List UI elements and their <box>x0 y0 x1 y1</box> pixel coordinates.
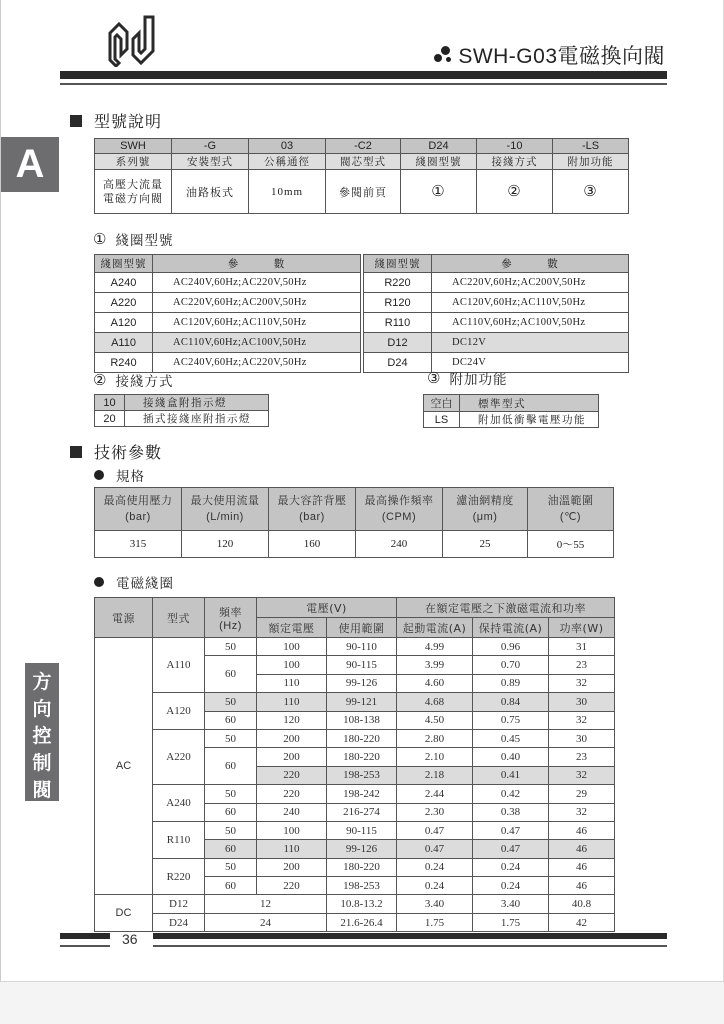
coil-row <box>95 333 361 353</box>
frequency-value: 50 <box>205 729 257 747</box>
category-char: 閥 <box>32 779 52 801</box>
spec-value: 25 <box>443 531 528 558</box>
holding-current: 0.41 <box>473 766 549 784</box>
label-cell: 附加功能 <box>553 154 629 170</box>
col-header-power-watts: 功率(W) <box>549 618 615 638</box>
circled-number: ① <box>93 230 108 248</box>
col-header-param: 參 數 <box>153 255 361 273</box>
coil-elec-row <box>95 858 615 876</box>
inrush-current: 4.60 <box>397 674 473 692</box>
extra-code: 空白 <box>424 395 460 412</box>
square-bullet-icon <box>70 115 82 127</box>
spec-header-name: 最高使用壓力 <box>103 494 173 507</box>
voltage-range: 198-253 <box>327 766 397 784</box>
holding-current: 0.84 <box>473 693 549 711</box>
power-watts: 40.8 <box>549 895 615 913</box>
rated-voltage: 110 <box>257 674 327 692</box>
coil-code: A240 <box>95 273 153 293</box>
spec-header <box>95 488 182 531</box>
value-cell <box>95 170 172 214</box>
holding-current: 0.75 <box>473 711 549 729</box>
coil-param: AC240V,60Hz;AC220V,50Hz <box>153 353 361 373</box>
round-bullet-icon <box>94 470 104 480</box>
spec-header-name: 最高操作頻率 <box>364 494 434 507</box>
coil-type: D12 <box>153 895 205 913</box>
coil-section-heading <box>93 229 173 249</box>
frequency-value: 60 <box>205 711 257 729</box>
coil-section-title: 綫圈型號 <box>115 233 174 249</box>
holding-current: 0.24 <box>473 858 549 876</box>
voltage-range: 198-253 <box>327 877 397 895</box>
spec-header <box>443 488 528 531</box>
col-header-voltage: 電壓(V) <box>257 598 397 618</box>
inrush-current: 0.47 <box>397 840 473 858</box>
model-code-row <box>95 139 629 154</box>
frequency-value: 60 <box>205 840 257 858</box>
extra-function-table <box>423 394 599 428</box>
coil-type: D24 <box>153 913 205 931</box>
voltage-range: 180-220 <box>327 748 397 766</box>
voltage-range: 90-115 <box>327 821 397 839</box>
table-row <box>95 411 269 427</box>
spec-value: 315 <box>95 531 182 558</box>
spec-header-unit: (bar) <box>125 511 151 523</box>
frequency-unit: (Hz) <box>219 619 242 632</box>
coil-elec-row <box>95 693 615 711</box>
col-header-holding-current: 保持電流(A) <box>473 618 549 638</box>
voltage-range: 90-110 <box>327 638 397 656</box>
company-logo-icon <box>107 15 157 67</box>
coil-table-left <box>94 254 361 373</box>
tech-section-heading <box>70 440 162 463</box>
wiring-section-title: 接綫方式 <box>115 374 174 390</box>
round-bullet-icon <box>94 577 104 587</box>
extra-section-title: 附加功能 <box>449 372 508 388</box>
col-header-inrush-current: 起動電流(A) <box>397 618 473 638</box>
frequency-value: 50 <box>205 693 257 711</box>
value-cell: 參閱前頁 <box>326 170 401 214</box>
label-cell: 公稱通徑 <box>249 154 326 170</box>
frequency-value: 50 <box>205 858 257 876</box>
spec-header-name: 濾油網精度 <box>456 494 514 507</box>
spec-value: 160 <box>269 531 356 558</box>
coil-type: A220 <box>153 729 205 784</box>
power-watts: 46 <box>549 858 615 876</box>
coil-param: DC12V <box>432 333 629 353</box>
col-header-param: 參 數 <box>432 255 629 273</box>
power-watts: 30 <box>549 729 615 747</box>
code-cell: SWH <box>95 139 172 154</box>
code-cell: D24 <box>401 139 477 154</box>
power-watts: 32 <box>549 803 615 821</box>
power-watts: 32 <box>549 766 615 784</box>
wiring-section-heading <box>93 370 173 390</box>
holding-current: 0.45 <box>473 729 549 747</box>
label-cell: 安裝型式 <box>172 154 249 170</box>
voltage-range: 108-138 <box>327 711 397 729</box>
circled-number: ② <box>93 371 108 389</box>
coil-elec-title: 電磁綫圈 <box>116 576 174 592</box>
coil-param: AC110V,60Hz;AC100V,50Hz <box>432 313 629 333</box>
extra-desc: 附加低衝擊電壓功能 <box>460 412 599 428</box>
voltage-range: 198-242 <box>327 785 397 803</box>
code-cell: -G <box>172 139 249 154</box>
voltage-range: 216-274 <box>327 803 397 821</box>
spec-title: 規格 <box>116 469 145 485</box>
coil-table-right <box>363 254 629 373</box>
value-line: 電磁方向閥 <box>103 192 163 205</box>
coil-param: AC240V,60Hz;AC220V,50Hz <box>153 273 361 293</box>
rated-voltage: 220 <box>257 785 327 803</box>
wiring-desc: 接綫盒附指示燈 <box>125 395 269 411</box>
col-header-rated-voltage: 額定電壓 <box>257 618 327 638</box>
holding-current: 0.24 <box>473 877 549 895</box>
header-rule-thick <box>60 71 667 79</box>
rated-voltage: 240 <box>257 803 327 821</box>
frequency-value: 50 <box>205 638 257 656</box>
inrush-current: 0.24 <box>397 858 473 876</box>
power-source-ac: AC <box>95 638 153 895</box>
wiring-code: 20 <box>95 411 125 427</box>
model-section-title: 型號說明 <box>94 112 163 131</box>
coil-param: AC120V,60Hz;AC110V,50Hz <box>153 313 361 333</box>
rated-voltage: 12 <box>205 895 327 913</box>
holding-current: 0.89 <box>473 674 549 692</box>
spec-header <box>528 488 614 531</box>
value-line: 高壓大流量 <box>103 178 163 191</box>
holding-current: 0.47 <box>473 821 549 839</box>
coil-param: AC120V,60Hz;AC110V,50Hz <box>432 293 629 313</box>
holding-current: 0.70 <box>473 656 549 674</box>
inrush-current: 1.75 <box>397 913 473 931</box>
section-tab-a: A <box>1 137 59 192</box>
coil-type: A120 <box>153 693 205 730</box>
spec-header <box>182 488 269 531</box>
model-section-heading <box>70 109 162 132</box>
rated-voltage: 200 <box>257 748 327 766</box>
frequency-label: 頻率 <box>219 605 242 619</box>
voltage-range: 180-220 <box>327 858 397 876</box>
code-cell: 03 <box>249 139 326 154</box>
voltage-range: 99-126 <box>327 674 397 692</box>
spec-header-row <box>95 488 614 531</box>
power-source-dc: DC <box>95 895 153 932</box>
coil-param: AC220V,60Hz;AC200V,50Hz <box>153 293 361 313</box>
square-bullet-icon <box>70 446 82 458</box>
coil-type: R220 <box>153 858 205 895</box>
label-cell: 接綫方式 <box>477 154 553 170</box>
col-header-voltage-range: 使用範圍 <box>327 618 397 638</box>
voltage-range: 21.6-26.4 <box>327 913 397 931</box>
spec-header-name: 最大使用流量 <box>190 494 260 507</box>
coil-param: AC110V,60Hz;AC100V,50Hz <box>153 333 361 353</box>
voltage-range: 99-126 <box>327 840 397 858</box>
footer-rule-right-thin <box>153 945 667 947</box>
coil-code: A220 <box>95 293 153 313</box>
value-cell: 油路板式 <box>172 170 249 214</box>
coil-elec-row <box>95 913 615 931</box>
header-title <box>434 40 665 70</box>
code-cell: -10 <box>477 139 553 154</box>
rated-voltage: 100 <box>257 656 327 674</box>
inrush-current: 0.47 <box>397 821 473 839</box>
spec-header-unit: (bar) <box>299 511 325 523</box>
inrush-current: 4.99 <box>397 638 473 656</box>
extra-section-heading <box>427 368 507 388</box>
model-label-row <box>95 154 629 170</box>
coil-code: R110 <box>364 313 432 333</box>
code-cell: -LS <box>553 139 629 154</box>
category-char: 控 <box>32 725 52 747</box>
power-watts: 23 <box>549 748 615 766</box>
spec-header-name: 最大容許背壓 <box>277 494 347 507</box>
footer-rule-left-thin <box>60 945 110 947</box>
coil-type: R110 <box>153 821 205 858</box>
footer-rule-right-thick <box>153 933 667 939</box>
rated-voltage: 100 <box>257 638 327 656</box>
holding-current: 0.40 <box>473 748 549 766</box>
coil-code: R120 <box>364 293 432 313</box>
label-cell: 綫圈型號 <box>401 154 477 170</box>
coil-row <box>364 293 629 313</box>
spec-table <box>94 487 614 558</box>
holding-current: 0.42 <box>473 785 549 803</box>
inrush-current: 2.18 <box>397 766 473 784</box>
voltage-range: 180-220 <box>327 729 397 747</box>
coil-electrical-table <box>94 597 615 932</box>
spec-header-unit: (μm) <box>472 511 498 523</box>
coil-param: AC220V,60Hz;AC200V,50Hz <box>432 273 629 293</box>
frequency-value: 60 <box>205 877 257 895</box>
coil-code: R220 <box>364 273 432 293</box>
inrush-current: 0.24 <box>397 877 473 895</box>
page-number: 36 <box>122 931 138 947</box>
inrush-current: 2.30 <box>397 803 473 821</box>
spec-header-unit: (℃) <box>559 511 582 523</box>
power-watts: 46 <box>549 821 615 839</box>
rated-voltage: 200 <box>257 729 327 747</box>
power-watts: 30 <box>549 693 615 711</box>
footer-rule-left-thick <box>60 933 110 939</box>
spec-header-unit: (L/min) <box>206 511 244 523</box>
wiring-code: 10 <box>95 395 125 411</box>
tech-section-title: 技術參數 <box>94 443 163 462</box>
coil-elec-row <box>95 638 615 656</box>
spec-value: 120 <box>182 531 269 558</box>
coil-row <box>95 293 361 313</box>
value-cell: ③ <box>553 170 629 214</box>
coil-elec-row <box>95 729 615 747</box>
coil-code: D24 <box>364 353 432 373</box>
coil-row <box>364 333 629 353</box>
rated-voltage: 120 <box>257 711 327 729</box>
product-title: SWH-G03電磁換向閥 <box>458 45 665 68</box>
model-value-row <box>95 170 629 214</box>
label-cell: 閥芯型式 <box>326 154 401 170</box>
spec-value: 240 <box>356 531 443 558</box>
rated-voltage: 24 <box>205 913 327 931</box>
model-code-table <box>94 138 629 214</box>
table-row <box>424 395 599 412</box>
voltage-range: 10.8-13.2 <box>327 895 397 913</box>
code-cell: -C2 <box>326 139 401 154</box>
coil-code: D12 <box>364 333 432 353</box>
frequency-value: 60 <box>205 656 257 693</box>
frequency-value: 60 <box>205 748 257 785</box>
coil-type: A240 <box>153 785 205 822</box>
spec-header <box>269 488 356 531</box>
col-header-code: 綫圈型號 <box>95 255 153 273</box>
wiring-table <box>94 394 269 427</box>
power-watts: 23 <box>549 656 615 674</box>
frequency-value: 60 <box>205 803 257 821</box>
power-watts: 42 <box>549 913 615 931</box>
coil-code: A110 <box>95 333 153 353</box>
category-tab <box>25 663 59 801</box>
rated-voltage: 200 <box>257 858 327 876</box>
coil-code: A120 <box>95 313 153 333</box>
category-char: 向 <box>32 698 52 720</box>
dots-icon <box>434 46 452 64</box>
inrush-current: 3.40 <box>397 895 473 913</box>
coil-elec-row <box>95 895 615 913</box>
col-header-power-source: 電源 <box>95 598 153 638</box>
header-rule-thin <box>60 83 667 85</box>
coil-row <box>95 313 361 333</box>
rated-voltage: 220 <box>257 877 327 895</box>
coil-param: DC24V <box>432 353 629 373</box>
coil-row <box>364 273 629 293</box>
rated-voltage: 220 <box>257 766 327 784</box>
coil-elec-row <box>95 785 615 803</box>
spec-header-name: 油溫範圍 <box>547 494 594 507</box>
power-watts: 46 <box>549 840 615 858</box>
value-cell: ① <box>401 170 477 214</box>
power-watts: 46 <box>549 877 615 895</box>
rated-voltage: 110 <box>257 693 327 711</box>
spec-value-row <box>95 531 614 558</box>
inrush-current: 2.10 <box>397 748 473 766</box>
coil-elec-heading <box>94 572 174 592</box>
rated-voltage: 100 <box>257 821 327 839</box>
holding-current: 1.75 <box>473 913 549 931</box>
extra-code: LS <box>424 412 460 428</box>
holding-current: 0.96 <box>473 638 549 656</box>
value-cell: ② <box>477 170 553 214</box>
power-watts: 31 <box>549 638 615 656</box>
table-row <box>424 412 599 428</box>
coil-elec-row <box>95 821 615 839</box>
circled-number: ③ <box>427 369 442 387</box>
extra-desc: 標準型式 <box>460 395 599 412</box>
holding-current: 0.47 <box>473 840 549 858</box>
voltage-range: 99-121 <box>327 693 397 711</box>
inrush-current: 4.50 <box>397 711 473 729</box>
coil-type: A110 <box>153 638 205 693</box>
frequency-value: 50 <box>205 785 257 803</box>
col-header-type: 型式 <box>153 598 205 638</box>
spec-value: 0～55 <box>528 531 614 558</box>
category-char: 制 <box>32 752 52 774</box>
power-watts: 29 <box>549 785 615 803</box>
label-cell: 系列號 <box>95 154 172 170</box>
coil-code: R240 <box>95 353 153 373</box>
power-watts: 32 <box>549 711 615 729</box>
coil-row <box>364 313 629 333</box>
col-header-excitation: 在額定電壓之下激磁電流和功率 <box>397 598 615 618</box>
holding-current: 0.38 <box>473 803 549 821</box>
inrush-current: 4.68 <box>397 693 473 711</box>
value-cell: 10mm <box>249 170 326 214</box>
power-watts: 32 <box>549 674 615 692</box>
inrush-current: 3.99 <box>397 656 473 674</box>
col-header-code: 綫圈型號 <box>364 255 432 273</box>
spec-header <box>356 488 443 531</box>
category-char: 方 <box>32 671 52 693</box>
holding-current: 3.40 <box>473 895 549 913</box>
spec-heading <box>94 465 145 485</box>
table-row <box>95 395 269 411</box>
voltage-range: 90-115 <box>327 656 397 674</box>
coil-row <box>95 273 361 293</box>
rated-voltage: 110 <box>257 840 327 858</box>
wiring-desc: 插式接綫座附指示燈 <box>125 411 269 427</box>
inrush-current: 2.44 <box>397 785 473 803</box>
spec-header-unit: (CPM) <box>381 511 417 523</box>
inrush-current: 2.80 <box>397 729 473 747</box>
col-header-frequency <box>205 598 257 638</box>
frequency-value: 50 <box>205 821 257 839</box>
